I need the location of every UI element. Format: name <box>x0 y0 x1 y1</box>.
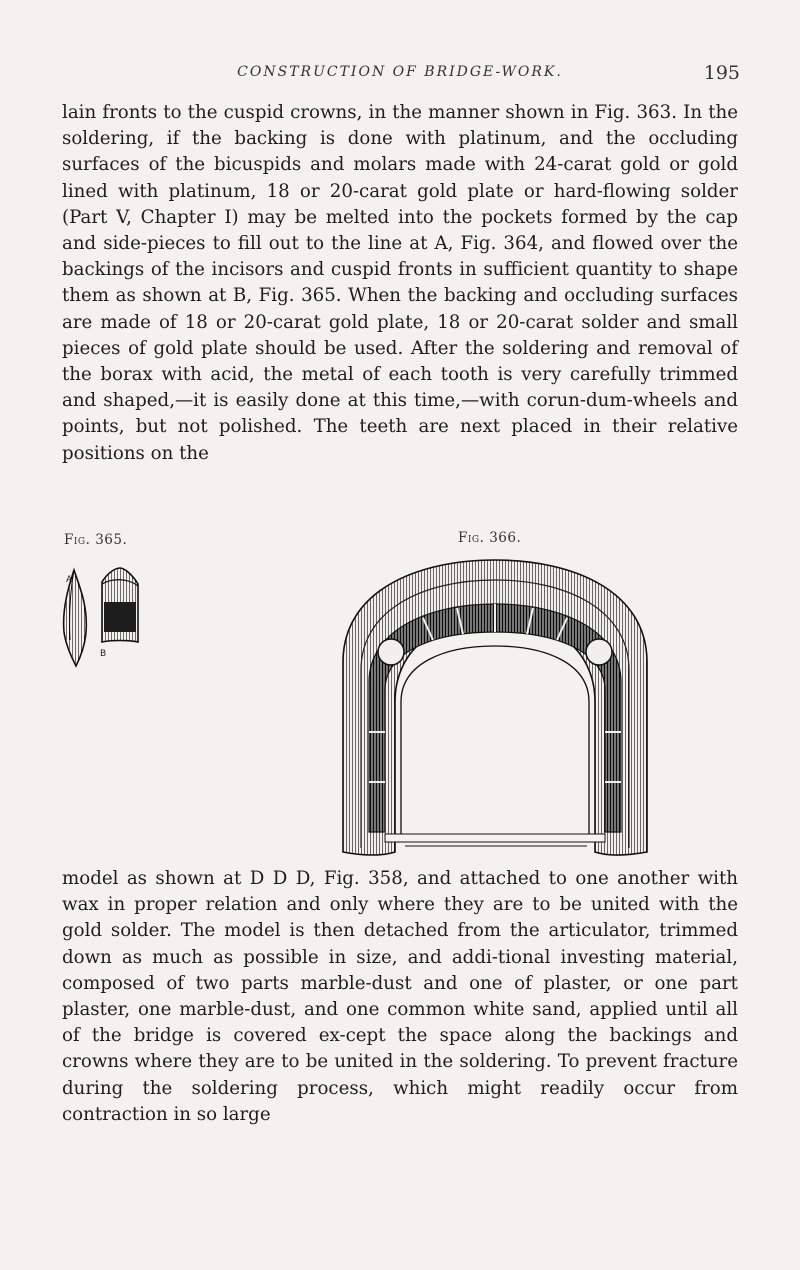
paragraph-1: lain fronts to the cuspid crowns, in the manner shown in Fig. 363. In the soldering, if the backing is done with platinum, and the occluding surfaces of the bicuspids and molars made with 24-carat gold or gold lined with platinum, 18 or 20-carat gold plate or hard-flowing solder (Part V, Chapter I) may be melted into the pockets formed by the cap and side-pieces to fill out to the line at A, Fig. 364, and flowed over the backings of the incisors and cuspid fronts in sufficient quantity to shape them as shown at B, Fig. 365. When the backing and occluding surfaces are made of 18 or 20-carat gold plate, 18 or 20-carat solder and small pieces of gold plate should be used. After the soldering and removal of the borax with acid, the metal of each tooth is very carefully trimmed and shaped,—it is easily done at this time,—with corun-dum-wheels and points, but not polished. The teeth are next placed in their relative positions on the <box>62 102 738 464</box>
tooth-profile-side <box>64 570 87 666</box>
figure-366-caption: Fig. 366. <box>458 530 522 546</box>
tooth-profile-front <box>100 568 138 659</box>
running-head <box>60 62 740 92</box>
figure-365-illustration <box>60 562 200 672</box>
figure-366-illustration <box>325 552 665 862</box>
paragraph-2: model as shown at D D D, Fig. 358, and attached to one another with wax in proper relation and only where they are to be united with the gold solder. The model is then detached from the articulator, trimmed down as much as possible in size, and addi-tional investing material, composed of two parts marble-dust and one of plaster, or one part plaster, one marble-dust, and one common white sand, applied until all of the bridge is covered ex-cept the space along the backings and crowns where they are to be united in the soldering. To prevent fracture during the soldering process, which might readily occur from contraction in so large <box>62 868 738 1125</box>
label-a: A <box>66 575 73 585</box>
label-b: B <box>100 649 107 659</box>
page-number: 195 <box>703 62 740 84</box>
running-title: CONSTRUCTION OF BRIDGE-WORK. <box>237 64 563 80</box>
figure-365-caption: Fig. 365. <box>64 532 128 548</box>
cuspid-crown-left <box>378 639 404 665</box>
cuspid-crown-right <box>586 639 612 665</box>
inner-opening <box>401 646 589 838</box>
